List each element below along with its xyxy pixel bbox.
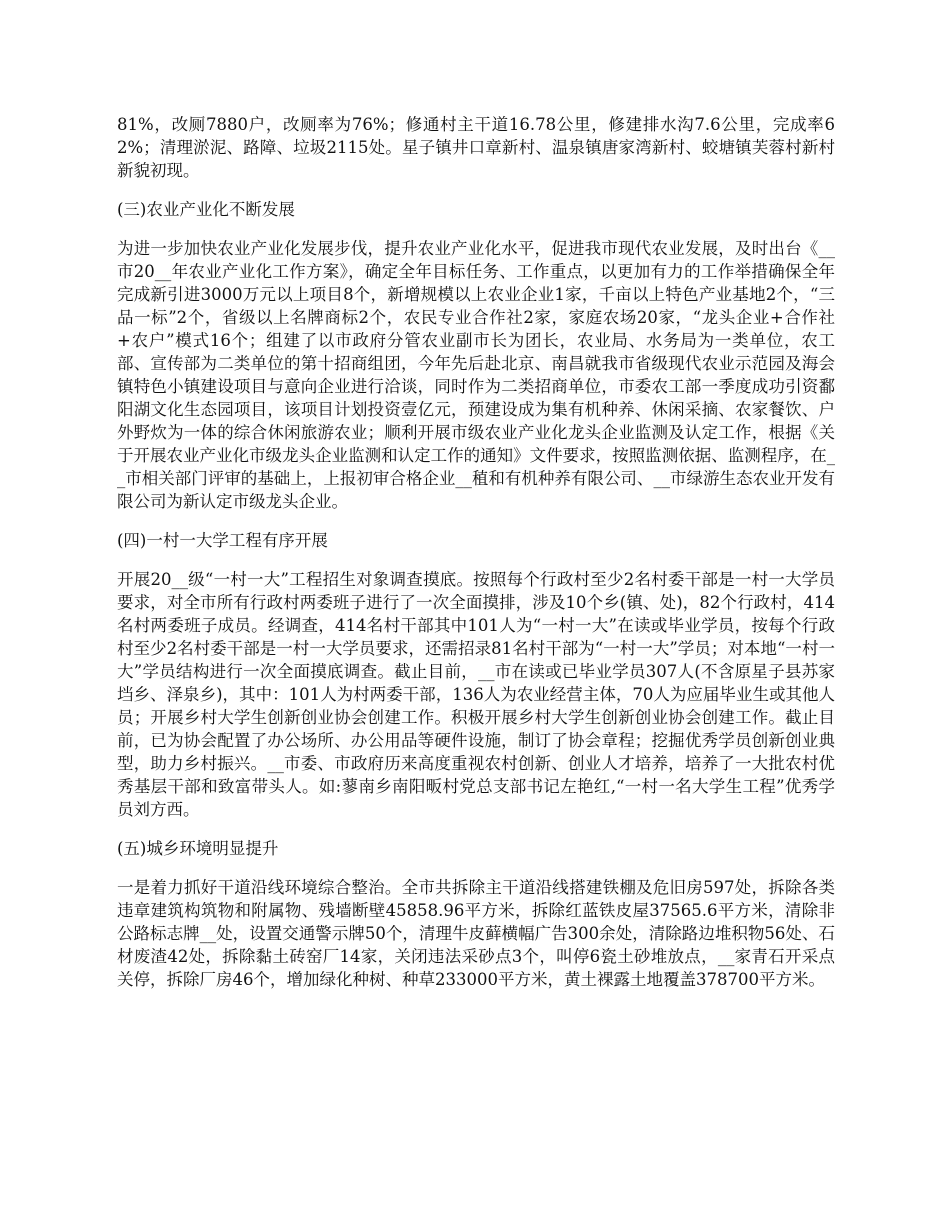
paragraph-urban-rural-environment: 一是着力抓好干道沿线环境综合整治。全市共拆除主干道沿线搭建铁棚及危旧房597处，拆除各类违章建筑构筑物和附属物、残墙断壁45858.96平方米，拆除红蓝铁皮屋37565.6平方米，清除非公路标志牌__处，设置交通警示牌50个，清理牛皮藓横幅广告300余处，清除路边堆积物56处、石材废渣42处，拆除黏土砖窑厂14家，关闭违法采砂点3个，叫停6瓷土砂堆放点，__家青石开采点关停，拆除厂房46个，增加绿化种树、种草233000平方米，黄土裸露土地覆盖378700平方米。 <box>117 878 835 989</box>
section-heading-urban-rural-environment: (五)城乡环境明显提升 <box>117 839 279 858</box>
document-body <box>117 113 835 1007</box>
section-heading-one-village-one-college: (四)一村一大学工程有序开展 <box>117 531 328 550</box>
section-heading-agri-industrialization: (三)农业产业化不断发展 <box>117 200 295 219</box>
paragraph-agri-industrialization: 为进一步加快农业产业化发展步伐，提升农业产业化水平，促进我市现代农业发展，及时出台《__市20__年农业产业化工作方案》，确定全年目标任务、工作重点，以更加有力的工作举措确保全年完成新引进3000万元以上项目8个，新增规模以上农业企业1家，千亩以上特色产业基地2个，“三品一标”2个，省级以上名牌商标2个，农民专业合作社2家，家庭农场20家，“龙头企业+合作社+农户”模式16个；组建了以市政府分管农业副市长为团长，农业局、水务局为一类单位，农工部、宣传部为二类单位的第十招商组团，今年先后赴北京、南昌就我市省级现代农业示范园及海会镇特色小镇建设项目与意向企业进行洽谈，同时作为二类招商单位，市委农工部一季度成功引资鄱阳湖文化生态园项目，该项目计划投资壹亿元，预建设成为集有机种养、休闲采摘、农家餐饮、户外野炊为一体的综合休闲旅游农业；顺利开展市级农业产业化龙头企业监测及认定工作，根据《关于开展农业产业化市级龙头企业监测和认定工作的通知》文件要求，按照监测依据、监测程序，在__市相关部门评审的基础上，上报初审合格企业__稙和有机种养有限公司、__市绿游生态农业开发有限公司为新认定市级龙头企业。 <box>117 239 835 511</box>
paragraph-one-village-one-college: 开展20__级“一村一大”工程招生对象调查摸底。按照每个行政村至少2名村委干部是一村一大学员要求，对全市所有行政村两委班子进行了一次全面摸排，涉及10个乡(镇、处)，82个行政村，414名村两委班子成员。经调查，414名村干部其中101人为“一村一大”在读或毕业学员，按每个行政村至少2名村委干部是一村一大学员要求，还需招录81名村干部为“一村一大”学员；对本地“一村一大”学员结构进行一次全面摸底调查。截止目前，__市在读或已毕业学员307人(不含原星子县苏家垱乡、泽泉乡)，其中：101人为村两委干部，136人为农业经营主体，70人为应届毕业生或其他人员；开展乡村大学生创新创业协会创建工作。积极开展乡村大学生创新创业协会创建工作。截止目前，已为协会配置了办公场所、办公用品等硬件设施，制订了协会章程；挖掘优秀学员创新创业典型，助力乡村振兴。__市委、市政府历来高度重视农村创新、创业人才培养，培养了一大批农村优秀基层干部和致富带头人。如:蓼南乡南阳畈村党总支部书记左艳红,“一村一名大学生工程”优秀学员刘方西。 <box>117 570 835 819</box>
paragraph-sanitation-progress: 81%，改厕7880户，改厕率为76%；修通村主干道16.78公里，修建排水沟7.6公里，完成率62%；清理淤泥、路障、垃圾2115处。星子镇井口章新村、温泉镇唐家湾新村、蛟塘镇芙蓉村新村新貌初现。 <box>117 115 835 180</box>
